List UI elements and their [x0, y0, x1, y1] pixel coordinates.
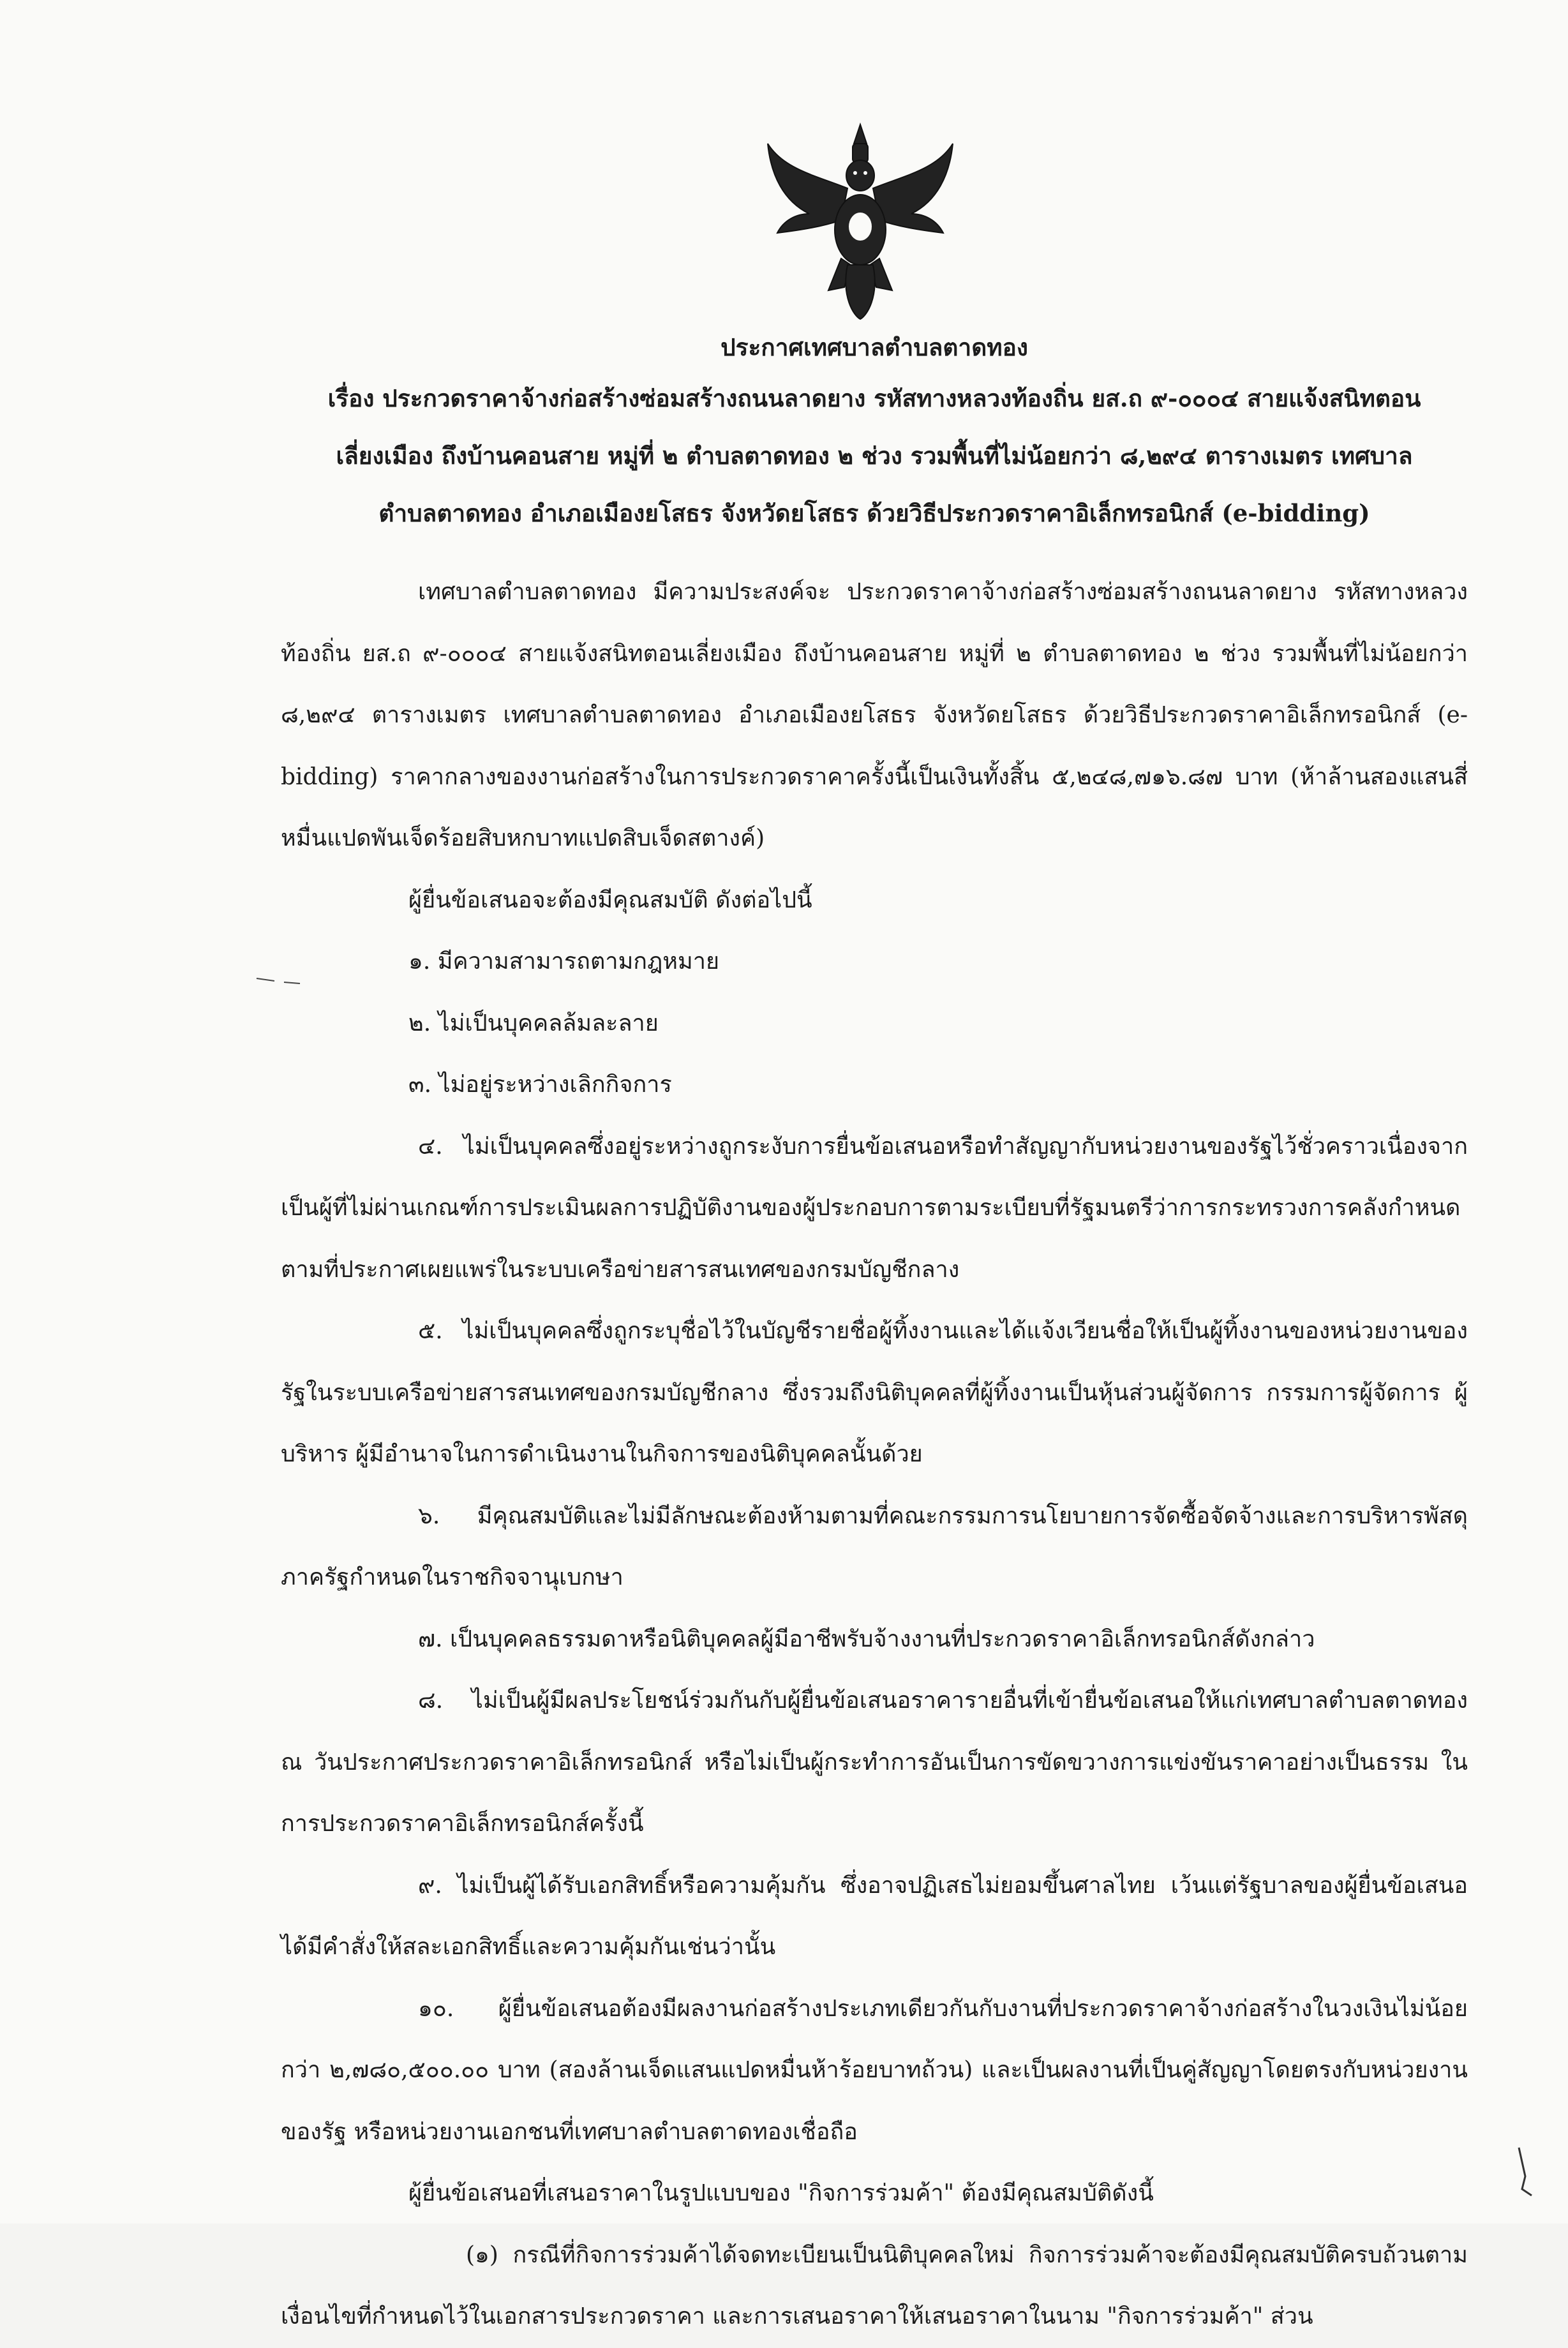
intro-paragraph: เทศบาลตำบลตาดทอง มีความประสงค์จะ ประกวดราคาจ้างก่อสร้างซ่อมสร้างถนนลาดยาง รหัสทางหลวงท้องถิ่น ยส.ถ ๙-๐๐๐๔ สายแจ้งสนิทตอนเลี่ยงเมือง ถึงบ้านคอนสาย หมู่ที่ ๒ ตำบลตาดทอง ๒ ช่วง รวมพื้นที่ไม่น้อยกว่า ๘,๒๙๔ ตารางเมตร เทศบาลตำบลตาดทอง อำเภอเมืองยโสธร จังหวัดยโสธร ด้วยวิธีประกวดราคาอิเล็กทรอนิกส์ (e-bidding) ราคากลางของงานก่อสร้างในการประกวดราคาครั้งนี้เป็นเงินทั้งสิ้น ๕,๒๔๘,๗๑๖.๘๗ บาท (ห้าล้านสองแสนสี่หมื่นแปดพันเจ็ดร้อยสิบหกบาทแปดสิบเจ็ดสตางค์)	[281, 579, 1468, 851]
qualification-item: ๘. ไม่เป็นผู้มีผลประโยชน์ร่วมกันกับผู้ยื่นข้อเสนอราคารายอื่นที่เข้ายื่นข้อเสนอให้แก่เทศบาลตำบลตาดทอง ณ วันประกาศประกวดราคาอิเล็กทรอนิกส์ หรือไม่เป็นผู้กระทำการอันเป็นการขัดขวางการแข่งขันราคาอย่างเป็นธรรม ในการประกวดราคาอิเล็กทรอนิกส์ครั้งนี้	[281, 1687, 1468, 1837]
announcement-organization: ประกาศเทศบาลตำบลตาดทอง	[721, 333, 1028, 361]
garuda-emblem-icon	[758, 118, 962, 322]
qualification-item: ๖. มีคุณสมบัติและไม่มีลักษณะต้องห้ามตามที่คณะกรรมการนโยบายการจัดซื้อจัดจ้างและการบริหารพัสดุภาครัฐกำหนดในราชกิจจานุเบกษา	[281, 1502, 1468, 1590]
scan-mark-icon	[1506, 2144, 1544, 2202]
qualification-item: ๒. ไม่เป็นบุคคลล้มละลาย	[408, 1010, 659, 1036]
subject-line: เรื่อง ประกวดราคาจ้างก่อสร้างซ่อมสร้างถนนลาดยาง รหัสทางหลวงท้องถิ่น ยส.ถ ๙-๐๐๐๔ สายแจ้งสนิทตอน	[327, 384, 1421, 412]
qualification-item: ๓. ไม่อยู่ระหว่างเลิกกิจการ	[408, 1072, 672, 1098]
qualification-item: ๗. เป็นบุคคลธรรมดาหรือนิติบุคคลผู้มีอาชีพรับจ้างงานที่ประกวดราคาอิเล็กทรอนิกส์ดังกล่าว	[418, 1626, 1315, 1652]
qualification-item: ๕. ไม่เป็นบุคคลซึ่งถูกระบุชื่อไว้ในบัญชีรายชื่อผู้ทิ้งงานและได้แจ้งเวียนชื่อให้เป็นผู้ทิ้งงานของหน่วยงานของรัฐในระบบเครือข่ายสารสนเทศของกรมบัญชีกลาง ซึ่งรวมถึงนิติบุคคลที่ผู้ทิ้งงานเป็นหุ้นส่วนผู้จัดการ กรรมการผู้จัดการ ผู้บริหาร ผู้มีอำนาจในการดำเนินงานในกิจการของนิติบุคคลนั้นด้วย	[281, 1318, 1468, 1467]
subject-line: ตำบลตาดทอง อำเภอเมืองยโสธร จังหวัดยโสธร ด้วยวิธีประกวดราคาอิเล็กทรอนิกส์ (e-bidding)	[378, 499, 1370, 527]
qualification-item: ๑. มีความสามารถตามกฎหมาย	[408, 948, 720, 975]
qualification-item: ๑๐. ผู้ยื่นข้อเสนอต้องมีผลงานก่อสร้างประเภทเดียวกันกับงานที่ประกวดราคาจ้างก่อสร้างในวงเงินไม่น้อยกว่า ๒,๗๘๐,๕๐๐.๐๐ บาท (สองล้านเจ็ดแสนแปดหมื่นห้าร้อยบาทถ้วน) และเป็นผลงานที่เป็นคู่สัญญาโดยตรงกับหน่วยงานของรัฐ หรือหน่วยงานเอกชนที่เทศบาลตำบลตาดทองเชื่อถือ	[281, 1995, 1468, 2145]
joint-venture-item: (๑) กรณีที่กิจการร่วมค้าได้จดทะเบียนเป็นนิติบุคคลใหม่ กิจการร่วมค้าจะต้องมีคุณสมบัติครบถ้วนตามเงื่อนไขที่กำหนดไว้ในเอกสารประกวดราคา และการเสนอราคาให้เสนอราคาในนาม "กิจการร่วมค้า" ส่วน	[281, 2241, 1468, 2329]
title-block	[274, 329, 1474, 542]
joint-venture-heading: ผู้ยื่นข้อเสนอที่เสนอราคาในรูปแบบของ "กิจการร่วมค้า" ต้องมีคุณสมบัติดังนี้	[408, 2180, 1154, 2206]
qualification-item: ๔. ไม่เป็นบุคคลซึ่งอยู่ระหว่างถูกระงับการยื่นข้อเสนอหรือทำสัญญากับหน่วยงานของรัฐไว้ชั่วคราวเนื่องจากเป็นผู้ที่ไม่ผ่านเกณฑ์การประเมินผลการปฏิบัติงานของผู้ประกอบการตามระเบียบที่รัฐมนตรีว่าการกระทรวงการคลังกำหนดตามที่ประกาศเผยแพร่ในระบบเครือข่ายสารสนเทศของกรมบัญชีกลาง	[281, 1133, 1468, 1283]
scan-mark-icon	[255, 973, 306, 986]
announcement-subject	[274, 370, 1474, 542]
subject-line: เลี่ยงเมือง ถึงบ้านคอนสาย หมู่ที่ ๒ ตำบลตาดทอง ๒ ช่วง รวมพื้นที่ไม่น้อยกว่า ๘,๒๙๔ ตารางเมตร เทศบาล	[336, 442, 1413, 470]
qualifications-heading: ผู้ยื่นข้อเสนอจะต้องมีคุณสมบัติ ดังต่อไปนี้	[408, 886, 812, 913]
qualification-item: ๙. ไม่เป็นผู้ได้รับเอกสิทธิ์หรือความคุ้มกัน ซึ่งอาจปฏิเสธไม่ยอมขึ้นศาลไทย เว้นแต่รัฐบาลของผู้ยื่นข้อเสนอได้มีคำสั่งให้สละเอกสิทธิ์และความคุ้มกันเช่นว่านั้น	[281, 1872, 1468, 1960]
announcement-body	[281, 562, 1468, 2348]
